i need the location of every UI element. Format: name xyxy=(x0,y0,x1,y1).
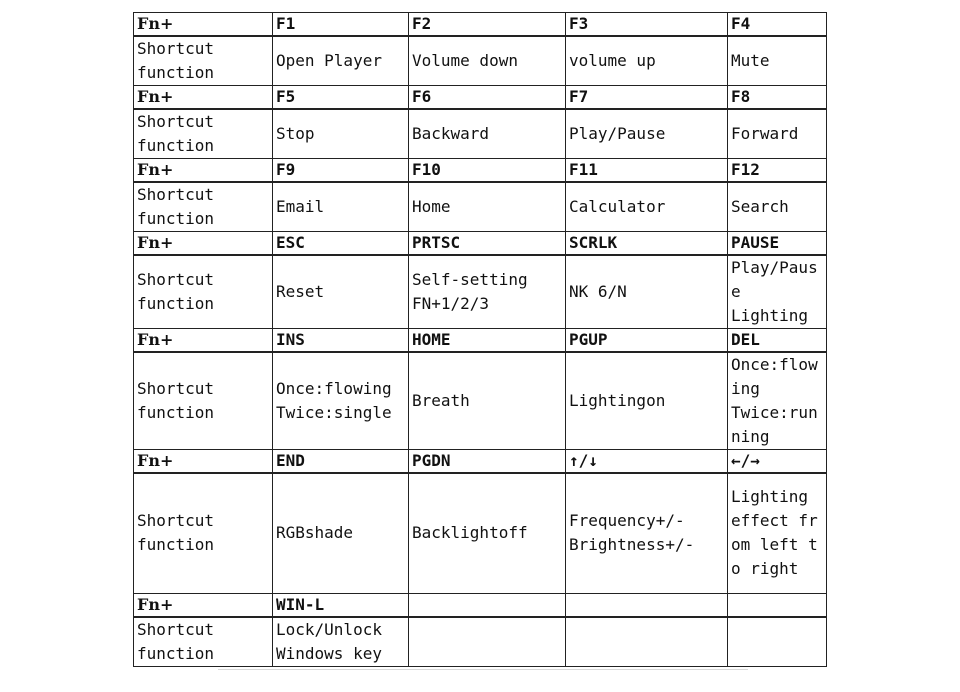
row-label-cell: Shortcut function xyxy=(134,473,273,593)
function-row xyxy=(134,617,827,667)
function-cell xyxy=(409,617,566,667)
key-cell: F8 xyxy=(728,86,827,110)
function-cell: Forward xyxy=(728,109,827,159)
row-label-cell: Shortcut function xyxy=(134,109,273,159)
function-row xyxy=(134,182,827,232)
key-cell: ESC xyxy=(273,232,409,256)
function-cell: Home xyxy=(409,182,566,232)
function-cell: Breath xyxy=(409,352,566,450)
row-label-cell: Shortcut function xyxy=(134,255,273,329)
key-row xyxy=(134,232,827,256)
key-cell: HOME xyxy=(409,329,566,353)
function-cell: Calculator xyxy=(566,182,728,232)
key-cell: F11 xyxy=(566,159,728,183)
function-cell: Volume down xyxy=(409,36,566,86)
function-cell: Mute xyxy=(728,36,827,86)
key-row xyxy=(134,13,827,37)
function-cell: Stop xyxy=(273,109,409,159)
function-row xyxy=(134,352,827,450)
key-cell: F12 xyxy=(728,159,827,183)
function-row xyxy=(134,473,827,593)
key-row xyxy=(134,159,827,183)
key-cell: PRTSC xyxy=(409,232,566,256)
function-cell: Play/Pause xyxy=(566,109,728,159)
function-cell: Lock/Unlock Windows key xyxy=(273,617,409,667)
function-row xyxy=(134,109,827,159)
fn-modifier-cell: Fn+ xyxy=(134,450,273,474)
fn-modifier-cell: Fn+ xyxy=(134,86,273,110)
function-cell: Self-setting FN+1/2/3 xyxy=(409,255,566,329)
row-label-cell: Shortcut function xyxy=(134,36,273,86)
function-row xyxy=(134,255,827,329)
key-cell: F1 xyxy=(273,13,409,37)
row-label-cell: Shortcut function xyxy=(134,352,273,450)
key-cell: END xyxy=(273,450,409,474)
key-cell xyxy=(566,593,728,617)
function-cell xyxy=(566,617,728,667)
fn-modifier-cell: Fn+ xyxy=(134,593,273,617)
key-cell: F7 xyxy=(566,86,728,110)
fn-modifier-cell: Fn+ xyxy=(134,232,273,256)
key-cell: F6 xyxy=(409,86,566,110)
row-label-cell: Shortcut function xyxy=(134,617,273,667)
key-cell: F9 xyxy=(273,159,409,183)
function-cell: Backlightoff xyxy=(409,473,566,593)
key-row xyxy=(134,450,827,474)
key-cell xyxy=(409,593,566,617)
arrow-left-right-icon: ←/→ xyxy=(728,450,827,474)
key-row xyxy=(134,329,827,353)
fn-modifier-cell: Fn+ xyxy=(134,13,273,37)
fn-modifier-cell: Fn+ xyxy=(134,329,273,353)
function-cell: Email xyxy=(273,182,409,232)
key-cell: PGDN xyxy=(409,450,566,474)
key-cell: DEL xyxy=(728,329,827,353)
bottom-divider xyxy=(218,669,748,670)
function-cell: NK 6/N xyxy=(566,255,728,329)
function-cell: Play/Pause Lighting xyxy=(728,255,827,329)
fn-shortcut-table xyxy=(133,12,827,667)
function-cell xyxy=(728,617,827,667)
function-cell: Reset xyxy=(273,255,409,329)
fn-modifier-cell: Fn+ xyxy=(134,159,273,183)
key-cell: INS xyxy=(273,329,409,353)
key-cell: WIN-L xyxy=(273,593,409,617)
function-row xyxy=(134,36,827,86)
function-cell: Search xyxy=(728,182,827,232)
key-row xyxy=(134,593,827,617)
function-cell: volume up xyxy=(566,36,728,86)
function-cell: Frequency+/- Brightness+/- xyxy=(566,473,728,593)
function-cell: Lighting effect from left to right xyxy=(728,473,827,593)
function-cell: Once:flowing Twice:running xyxy=(728,352,827,450)
function-cell: RGBshade xyxy=(273,473,409,593)
function-cell: Backward xyxy=(409,109,566,159)
key-cell: F3 xyxy=(566,13,728,37)
key-cell: F5 xyxy=(273,86,409,110)
function-cell: Once:flowing Twice:single xyxy=(273,352,409,450)
arrow-up-down-icon: ↑/↓ xyxy=(566,450,728,474)
key-cell: F10 xyxy=(409,159,566,183)
key-cell: F4 xyxy=(728,13,827,37)
key-cell xyxy=(728,593,827,617)
row-label-cell: Shortcut function xyxy=(134,182,273,232)
function-cell: Open Player xyxy=(273,36,409,86)
key-cell: PAUSE xyxy=(728,232,827,256)
key-row xyxy=(134,86,827,110)
key-cell: SCRLK xyxy=(566,232,728,256)
function-cell: Lightingon xyxy=(566,352,728,450)
key-cell: F2 xyxy=(409,13,566,37)
key-cell: PGUP xyxy=(566,329,728,353)
